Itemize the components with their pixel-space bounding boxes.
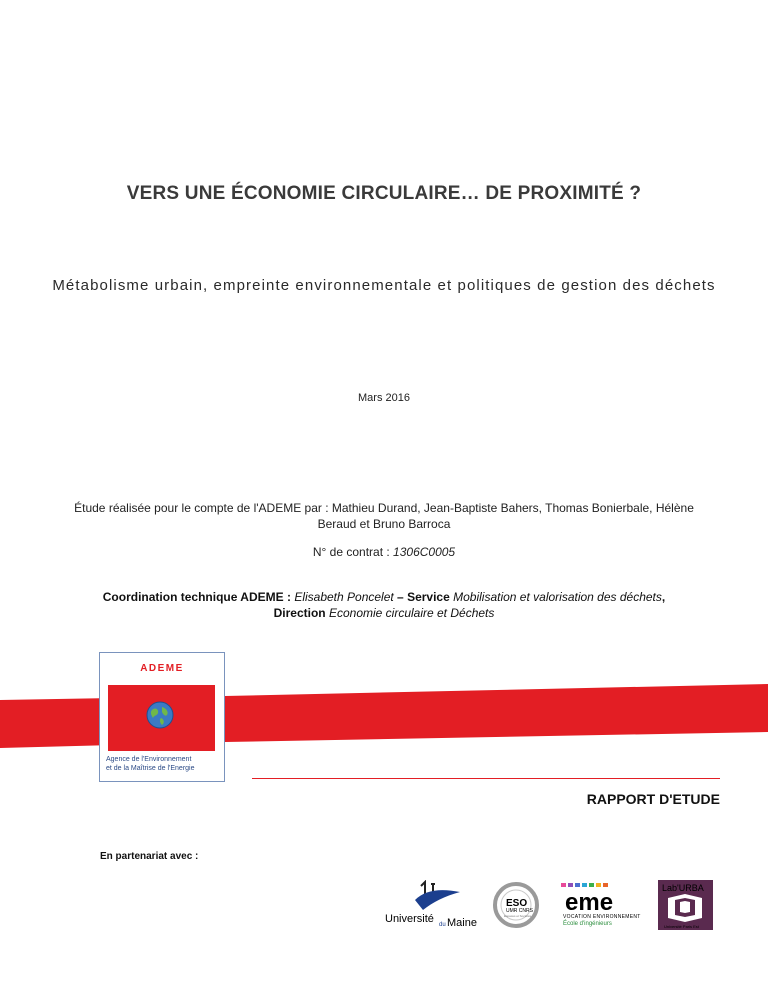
eme-text: eme xyxy=(565,889,614,916)
laburba-sub: Université Paris Est xyxy=(664,924,699,929)
document-subtitle: Métabolisme urbain, empreinte environnementale et politiques de gestion des déchets xyxy=(52,277,716,294)
eso-sub1: UMR CNRS xyxy=(506,908,533,914)
globe-icon xyxy=(146,701,174,729)
ademe-logo xyxy=(99,652,225,782)
univ-text-du: du xyxy=(439,922,446,928)
ademe-agency-line2: et de la Maîtrise de l'Energie xyxy=(106,765,195,772)
laburba-text: Lab'URBA xyxy=(662,883,704,893)
technical-coordination xyxy=(20,589,748,621)
contract-number: 1306C0005 xyxy=(393,545,456,559)
report-type: RAPPORT D'ETUDE xyxy=(586,791,720,807)
contract-label: N° de contrat : xyxy=(312,545,394,559)
eso-sub2: Espaces et Sociétés xyxy=(504,914,532,918)
univ-text-maine: Maine xyxy=(447,917,477,929)
service-label: Service xyxy=(407,590,450,604)
ademe-agency-line1: Agence de l'Environnement xyxy=(106,756,192,763)
study-authors: Étude réalisée pour le compte de l'ADEME par : Mathieu Durand, Jean-Baptiste Bahers, Thomas Bonierbale, Hélène Beraud et Bruno Barroca xyxy=(74,501,694,531)
report-divider xyxy=(252,778,720,779)
publication-date: Mars 2016 xyxy=(358,392,410,404)
direction-label: Direction xyxy=(273,606,326,620)
contract-line xyxy=(0,545,768,559)
universite-du-maine-logo xyxy=(385,880,480,930)
ademe-logo-name: ADEME xyxy=(140,663,184,674)
coord-dash: – xyxy=(393,590,408,604)
coord-name: Elisabeth Poncelet xyxy=(294,590,394,604)
direction-value: Economie circulaire et Déchets xyxy=(328,606,495,620)
eme-logo xyxy=(557,880,647,930)
eme-sub2: École d'ingénieurs xyxy=(563,921,612,927)
service-value: Mobilisation et valorisation des déchets xyxy=(453,590,662,604)
coord-label: Coordination technique ADEME : xyxy=(102,590,291,604)
eso-logo xyxy=(490,880,546,930)
document-title: VERS UNE ÉCONOMIE CIRCULAIRE… DE PROXIMITÉ ? xyxy=(126,183,642,204)
laburba-logo xyxy=(658,880,713,930)
coord-comma: , xyxy=(661,590,666,604)
eso-text: ESO xyxy=(506,898,528,909)
eme-sub1: VOCATION ENVIRONNEMENT xyxy=(563,914,641,920)
partner-label: En partenariat avec : xyxy=(100,851,199,862)
ademe-agency-name xyxy=(106,755,222,773)
univ-text-universite: Université xyxy=(385,913,434,925)
